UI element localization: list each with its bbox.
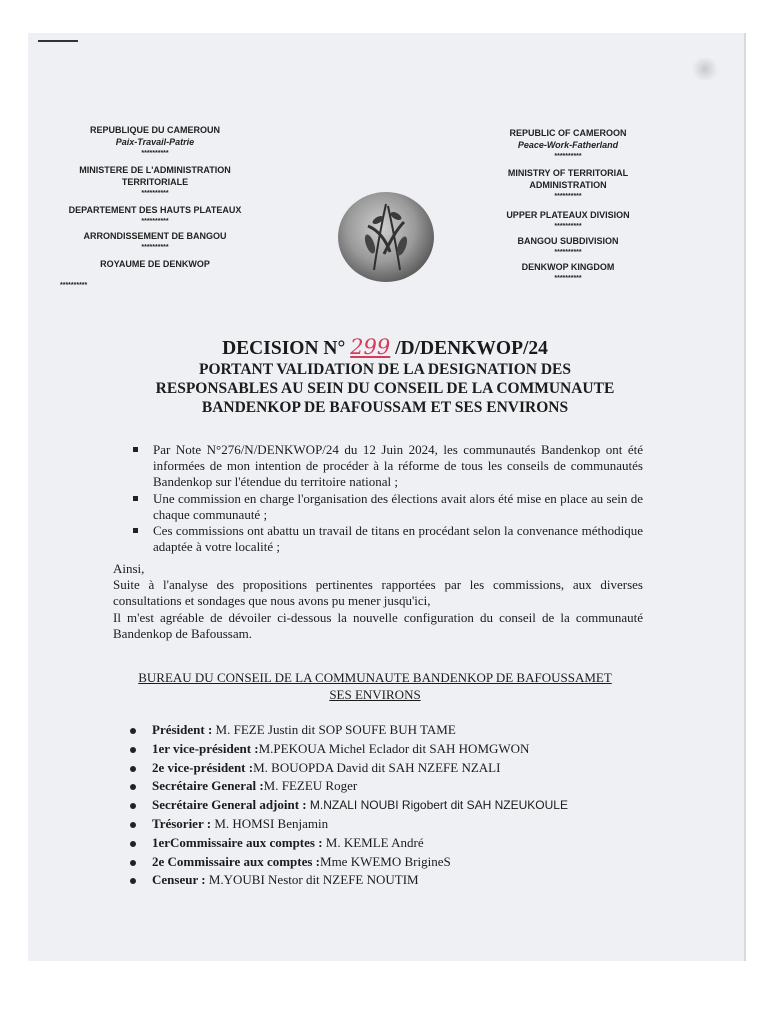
- square-bullet-icon: [133, 528, 138, 533]
- separator: **********: [554, 275, 582, 282]
- round-bullet-icon: [130, 728, 136, 734]
- officer-role: Secrétaire General :: [152, 778, 264, 794]
- round-bullet-icon: [130, 822, 136, 828]
- separator: **********: [554, 193, 582, 200]
- officer-name: M.NZALI NOUBI Rigobert dit SAH NZEUKOULE: [309, 798, 568, 813]
- list-item: [130, 871, 610, 890]
- motto-en: Peace-Work-Fatherland: [517, 140, 619, 150]
- list-item: [130, 834, 610, 853]
- officer-role: 1erCommissaire aux comptes :: [152, 834, 326, 850]
- round-bullet-icon: [130, 766, 136, 772]
- separator: **********: [554, 249, 582, 256]
- paper-smudge: [690, 58, 720, 80]
- header-left: [60, 124, 250, 292]
- decision-prefix: DECISION N°: [222, 338, 351, 359]
- header-right: [488, 127, 648, 285]
- department-fr: DEPARTEMENT DES HAUTS PLATEAUX: [68, 205, 242, 215]
- bullet-text: Une commission en charge l'organisation des élections avait alors été mise en place au sein de chaque communauté ;: [153, 490, 643, 522]
- officer-name: M. KEMLE André: [325, 834, 424, 850]
- officer-role: Président :: [152, 722, 216, 737]
- list-item: [133, 442, 643, 491]
- round-bullet-icon: [130, 841, 136, 847]
- subtitle-line: RESPONSABLES AU SEIN DU CONSEIL DE LA COMMUNAUTE: [155, 380, 615, 397]
- list-item: [133, 491, 643, 523]
- ministry-en-line2: ADMINISTRATION: [529, 180, 607, 190]
- officers-list: [130, 721, 610, 890]
- decision-suffix: /D/DENKWOP/24: [390, 338, 548, 359]
- republic-fr: REPUBLIQUE DU CAMEROUN: [89, 125, 220, 135]
- officer-role: 2e Commissaire aux comptes :: [152, 853, 321, 869]
- bullet-text: Ces commissions ont abattu un travail de titans en procédant selon la convenance méthodique adaptée à votre localité ;: [153, 523, 643, 555]
- considerations-list: [133, 442, 643, 555]
- ainsi-text: Ainsi,: [113, 561, 145, 576]
- list-item: [130, 721, 610, 740]
- separator: **********: [141, 190, 169, 197]
- corner-mark: [38, 40, 78, 42]
- list-item: [130, 796, 610, 815]
- officer-name: M. FEZEU Roger: [263, 778, 358, 794]
- officer-role: 1er vice-président :: [152, 740, 259, 756]
- round-bullet-icon: [130, 860, 136, 866]
- kingdom-seal-icon: [338, 192, 434, 282]
- arrondissement-fr: ARRONDISSEMENT DE BANGOU: [83, 231, 227, 241]
- round-bullet-icon: [130, 803, 136, 809]
- separator: **********: [554, 223, 582, 230]
- paragraph-analysis: Suite à l'analyse des propositions pertinentes rapportées par les commissions, aux diverses consultations et sondages que nous avons pu mener jusqu'ici,: [113, 577, 643, 609]
- subdivision-en: BANGOU SUBDIVISION: [517, 236, 619, 246]
- round-bullet-icon: [130, 784, 136, 790]
- separator: **********: [141, 218, 169, 225]
- decision-title: [100, 336, 670, 360]
- officer-name: M. FEZE Justin dit SOP SOUFE BUH TAME: [215, 722, 456, 737]
- republic-en: REPUBLIC OF CAMEROON: [509, 128, 627, 138]
- officer-role: Secrétaire General adjoint :: [152, 797, 310, 813]
- separator: **********: [141, 150, 169, 157]
- decision-subtitle: [112, 360, 658, 417]
- square-bullet-icon: [133, 447, 138, 452]
- decision-number: 299: [350, 335, 391, 359]
- bullet-text: Par Note N°276/N/DENKWOP/24 du 12 Juin 2024, les communautés Bandenkop ont été informées de mon intention de procéder à la réforme de tous les conseils de communautés Bandenkop sur l'étendue du territoire national ;: [153, 442, 643, 490]
- list-item: [130, 777, 610, 796]
- motto-fr: Paix-Travail-Patrie: [115, 137, 195, 147]
- body-paragraph: [113, 561, 643, 642]
- paragraph-announcement: Il m'est agréable de dévoiler ci-dessous la nouvelle configuration du conseil de la communauté Bandenkop de Bafoussam.: [113, 609, 643, 641]
- division-en: UPPER PLATEAUX DIVISION: [506, 210, 630, 220]
- kingdom-en: DENKWOP KINGDOM: [521, 262, 615, 272]
- subtitle-line: BANDENKOP DE BAFOUSSAM ET SES ENVIRONS: [201, 399, 569, 416]
- list-item: [130, 815, 610, 834]
- list-item: [130, 759, 610, 778]
- officer-role: Trésorier :: [152, 815, 215, 831]
- bureau-title-line: BUREAU DU CONSEIL DE LA COMMUNAUTE BANDENKOP DE BAFOUSSAMET: [138, 670, 612, 685]
- separator: **********: [60, 282, 88, 289]
- square-bullet-icon: [133, 496, 138, 501]
- officer-name: M. BOUOPDA David dit SAH NZEFE NZALI: [253, 759, 501, 775]
- seal-emblem-icon: [338, 192, 434, 282]
- ministry-fr-line1: MINISTERE DE L'ADMINISTRATION: [79, 165, 231, 175]
- separator: **********: [554, 153, 582, 160]
- officer-name: Mme KWEMO BrigineS: [320, 853, 451, 869]
- bureau-title: [110, 669, 640, 703]
- subtitle-line: PORTANT VALIDATION DE LA DESIGNATION DES: [199, 361, 571, 378]
- list-item: [130, 740, 610, 759]
- officer-name: M.PEKOUA Michel Eclador dit SAH HOMGWON: [258, 740, 530, 756]
- bureau-title-line: SES ENVIRONS: [329, 687, 421, 702]
- officer-name: M. HOMSI Benjamin: [214, 815, 329, 831]
- ministry-fr-line2: TERRITORIALE: [121, 177, 189, 187]
- round-bullet-icon: [130, 878, 136, 884]
- kingdom-fr: ROYAUME DE DENKWOP: [100, 259, 210, 269]
- officer-role: 2e vice-président :: [152, 759, 254, 775]
- list-item: [133, 523, 643, 555]
- ministry-en-line1: MINISTRY OF TERRITORIAL: [507, 168, 629, 178]
- officer-name: M.YOUBI Nestor dit NZEFE NOUTIM: [208, 872, 419, 888]
- list-item: [130, 853, 610, 872]
- separator: **********: [141, 244, 169, 251]
- round-bullet-icon: [130, 747, 136, 753]
- officer-role: Censeur :: [152, 872, 209, 888]
